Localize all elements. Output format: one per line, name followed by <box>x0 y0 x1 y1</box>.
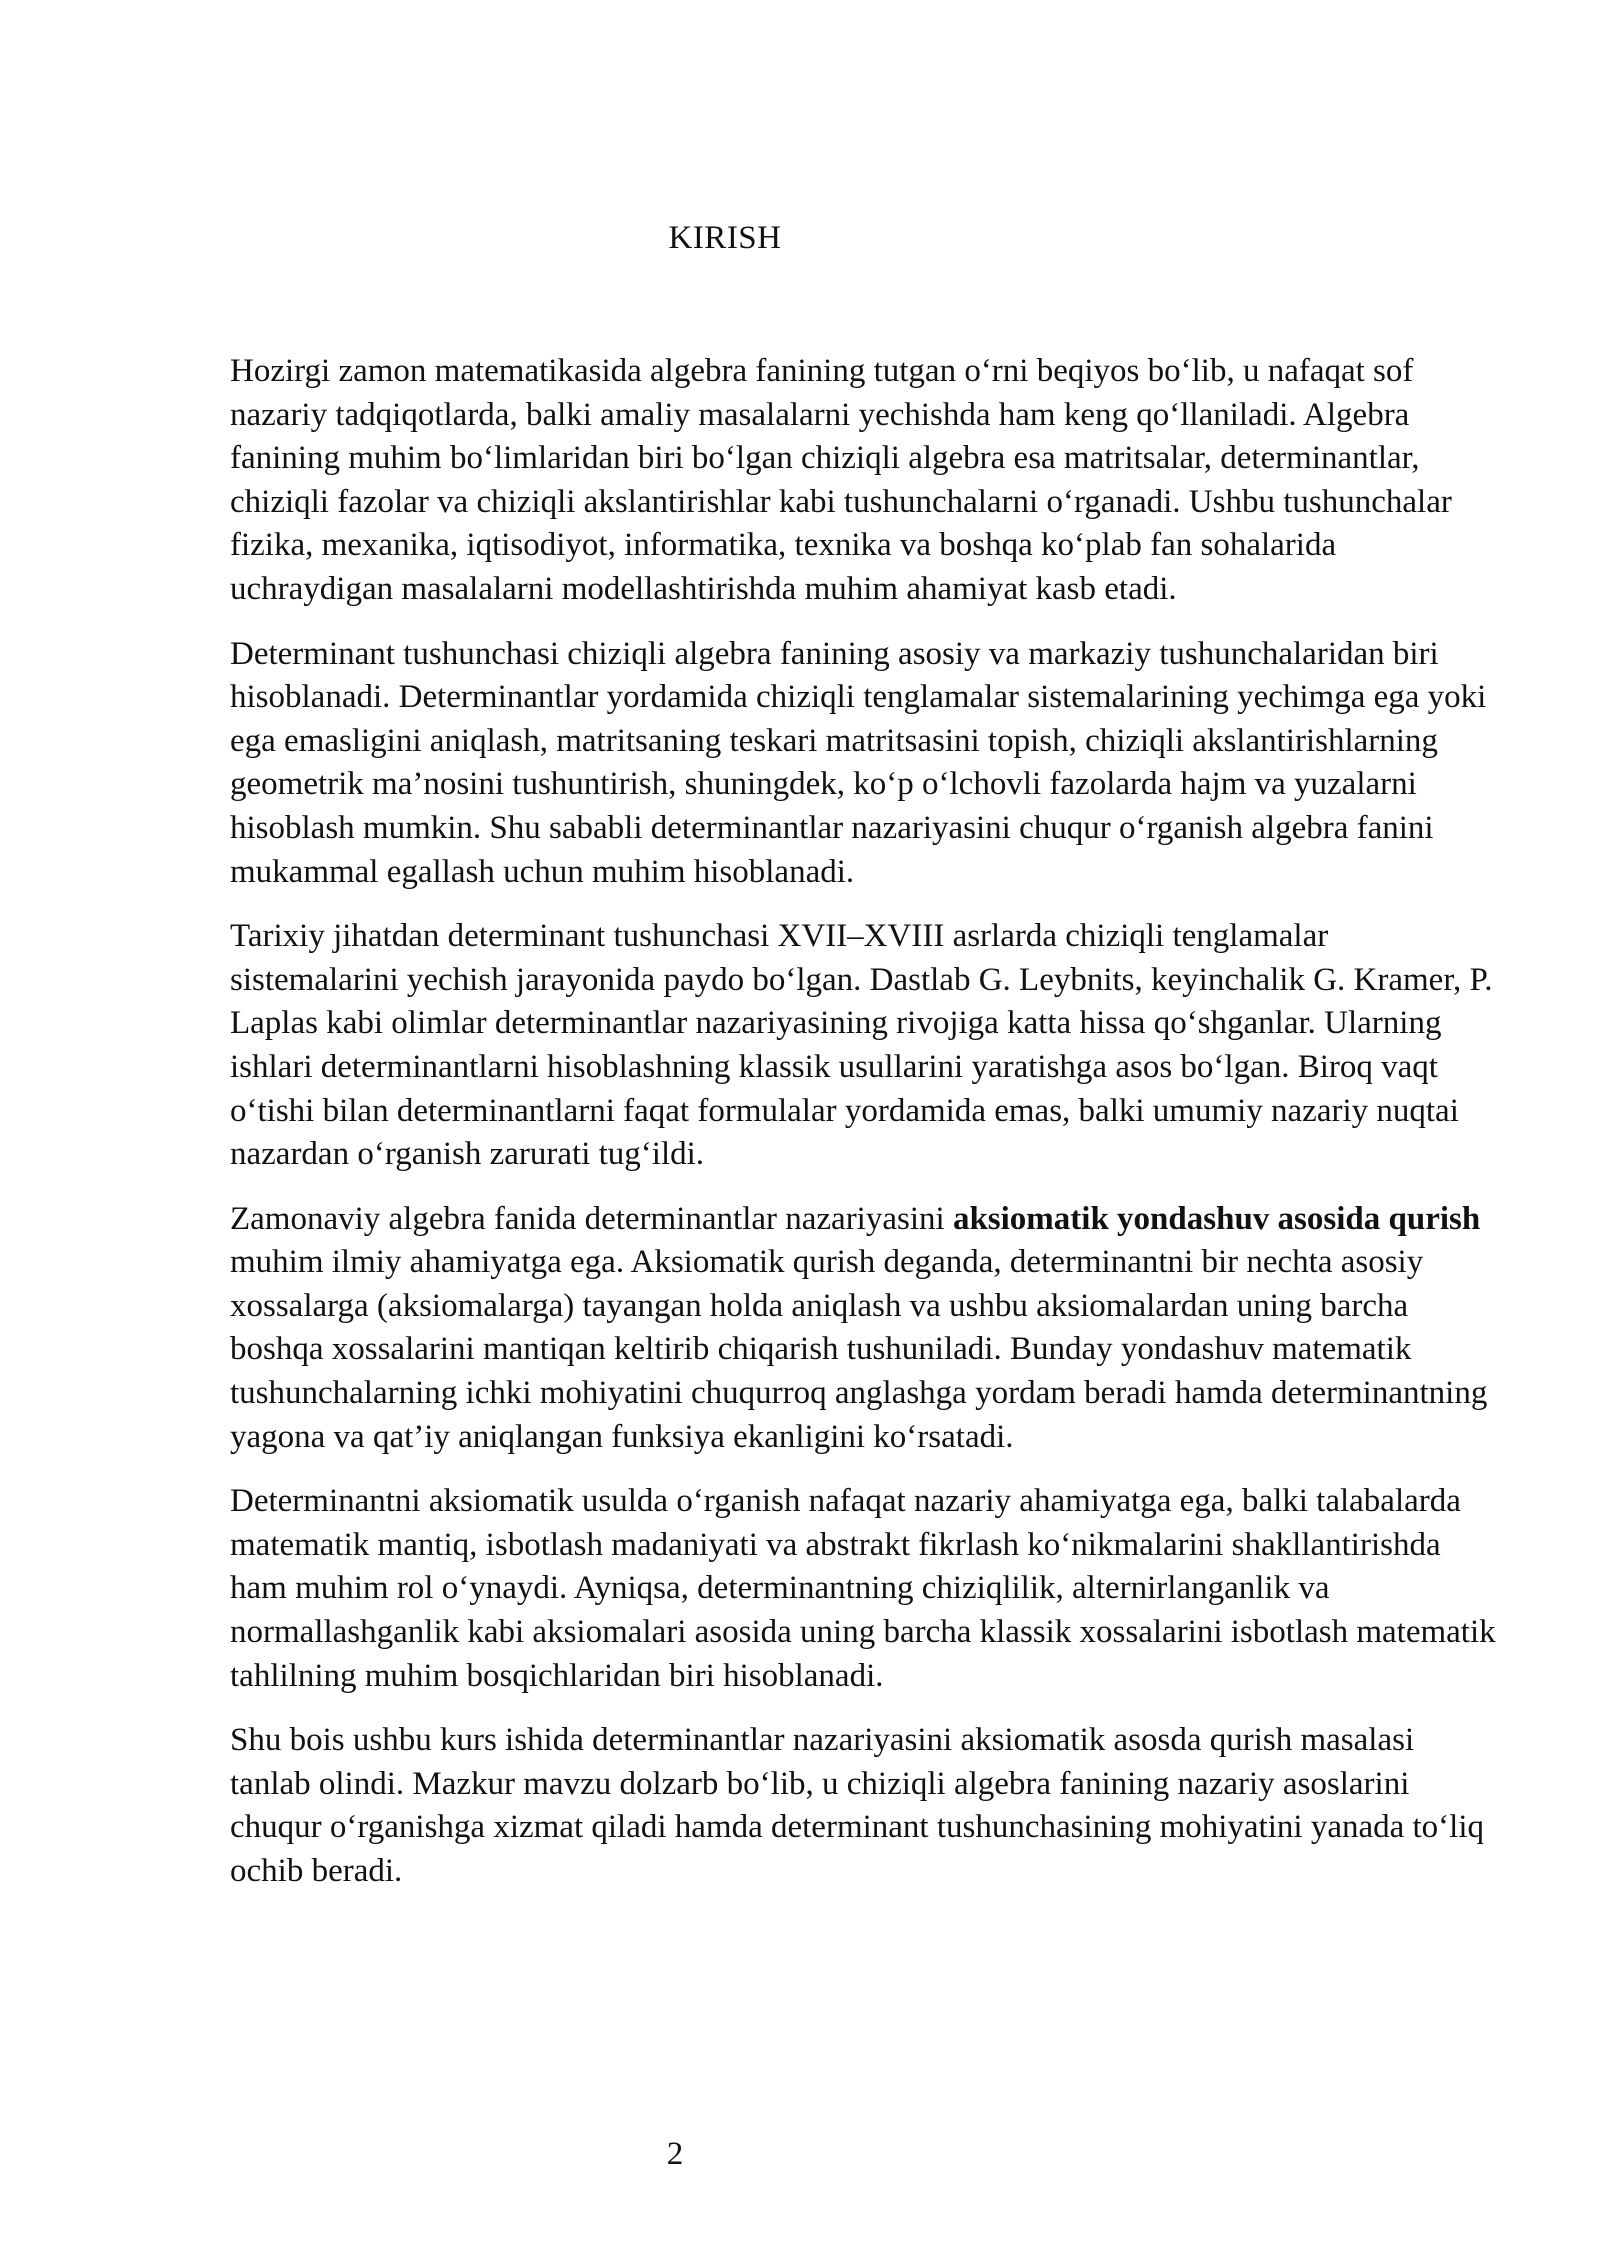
paragraph-history: Tarixiy jihatdan determinant tushunchasi XVII–XVIII asrlarda chiziqli tenglamalar sistemalarini yechish jarayonida paydo bo‘lgan. Dastlab G. Leybnits, keyinchalik G. Kramer, P. Laplas kabi olimlar determinantlar nazariyasining rivojiga katta hissa qo‘shganlar. Ularning ishlari determinantlarni hisoblashning klassik usullarini yaratishga asos bo‘lgan. Biroq vaqt o‘tishi bilan determinantlarni faqat formulalar yordamida emas, balki umumiy nazariy nuqtai nazardan o‘rganish zarurati tug‘ildi. <box>230 918 1493 1173</box>
page-title: KIRISH <box>668 220 782 256</box>
paragraph-educational-value: Determinantni aksiomatik usulda o‘rganish nafaqat nazariy ahamiyatga ega, balki talabalarda matematik mantiq, isbotlash madaniyati va abstrakt fikrlash ko‘nikmalarini shakllantirishda ham muhim rol o‘ynaydi. Ayniqsa, determinantning chiziqlilik, alternirlanganlik va normallashganlik kabi aksiomalari asosida uning barcha klassik xossalarini isbotlash matematik tahlilning muhim bosqichlaridan biri hisoblanadi. <box>230 1483 1496 1694</box>
page-number: 2 <box>666 2136 684 2172</box>
body-text <box>230 350 1500 1894</box>
paragraph-axiomatic-approach <box>230 1198 1500 1460</box>
paragraph-determinant-concept: Determinant tushunchasi chiziqli algebra fanining asosiy va markaziy tushunchalaridan biri hisoblanadi. Determinantlar yordamida chiziqli tenglamalar sistemalarining yechimga ega yoki ega emasligini aniqlash, matritsaning teskari matritsasini topish, chiziqli akslantirishlarning geometrik ma’nosini tushuntirish, shuningdek, ko‘p o‘lchovli fazolarda hajm va yuzalarni hisoblash mumkin. Shu sababli determinantlar nazariyasini chuqur o‘rganish algebra fanini mukammal egallash uchun muhim hisoblanadi. <box>230 635 1487 890</box>
paragraph-conclusion: Shu bois ushbu kurs ishida determinantlar nazariyasini aksiomatik asosda qurish masalasi tanlab olindi. Mazkur mavzu dolzarb bo‘lib, u chiziqli algebra fanining nazariy asoslarini chuqur o‘rganishga xizmat qiladi hamda determinant tushunchasining mohiyatini yanada to‘liq ochib beradi. <box>230 1722 1484 1889</box>
paragraph-axiomatic-approach-start: Zamonaviy algebra fanida determinantlar nazariyasini <box>230 1200 953 1237</box>
paragraph-intro: Hozirgi zamon matematikasida algebra fanining tutgan o‘rni beqiyos bo‘lib, u nafaqat sof nazariy tadqiqotlarda, balki amaliy masalalarni yechishda ham keng qo‘llaniladi. Algebra fanining muhim bo‘limlaridan biri bo‘lgan chiziqli algebra esa matritsalar, determinantlar, chiziqli fazolar va chiziqli akslantirishlar kabi tushunchalarni o‘rganadi. Ushbu tushunchalar fizika, mexanika, iqtisodiyot, informatika, texnika va boshqa ko‘plab fan sohalarida uchraydigan masalalarni modellashtirishda muhim ahamiyat kasb etadi. <box>230 353 1452 607</box>
paragraph-axiomatic-approach-end: muhim ilmiy ahamiyatga ega. Aksiomatik qurish deganda, determinantni bir nechta asosiy xossalarga (aksiomalarga) tayangan holda aniqlash va ushbu aksiomalardan uning barcha boshqa xossalarini mantiqan keltirib chiqarish tushuniladi. Bunday yondashuv matematik tushunchalarning ichki mohiyatini chuqurroq anglashga yordam beradi hamda determinantning yagona va qat’iy aniqlangan funksiya ekanligini ko‘rsatadi. <box>230 1244 1488 1455</box>
emphasis-axiomatic-approach: aksiomatik yondashuv asosida qurish <box>952 1200 1481 1237</box>
